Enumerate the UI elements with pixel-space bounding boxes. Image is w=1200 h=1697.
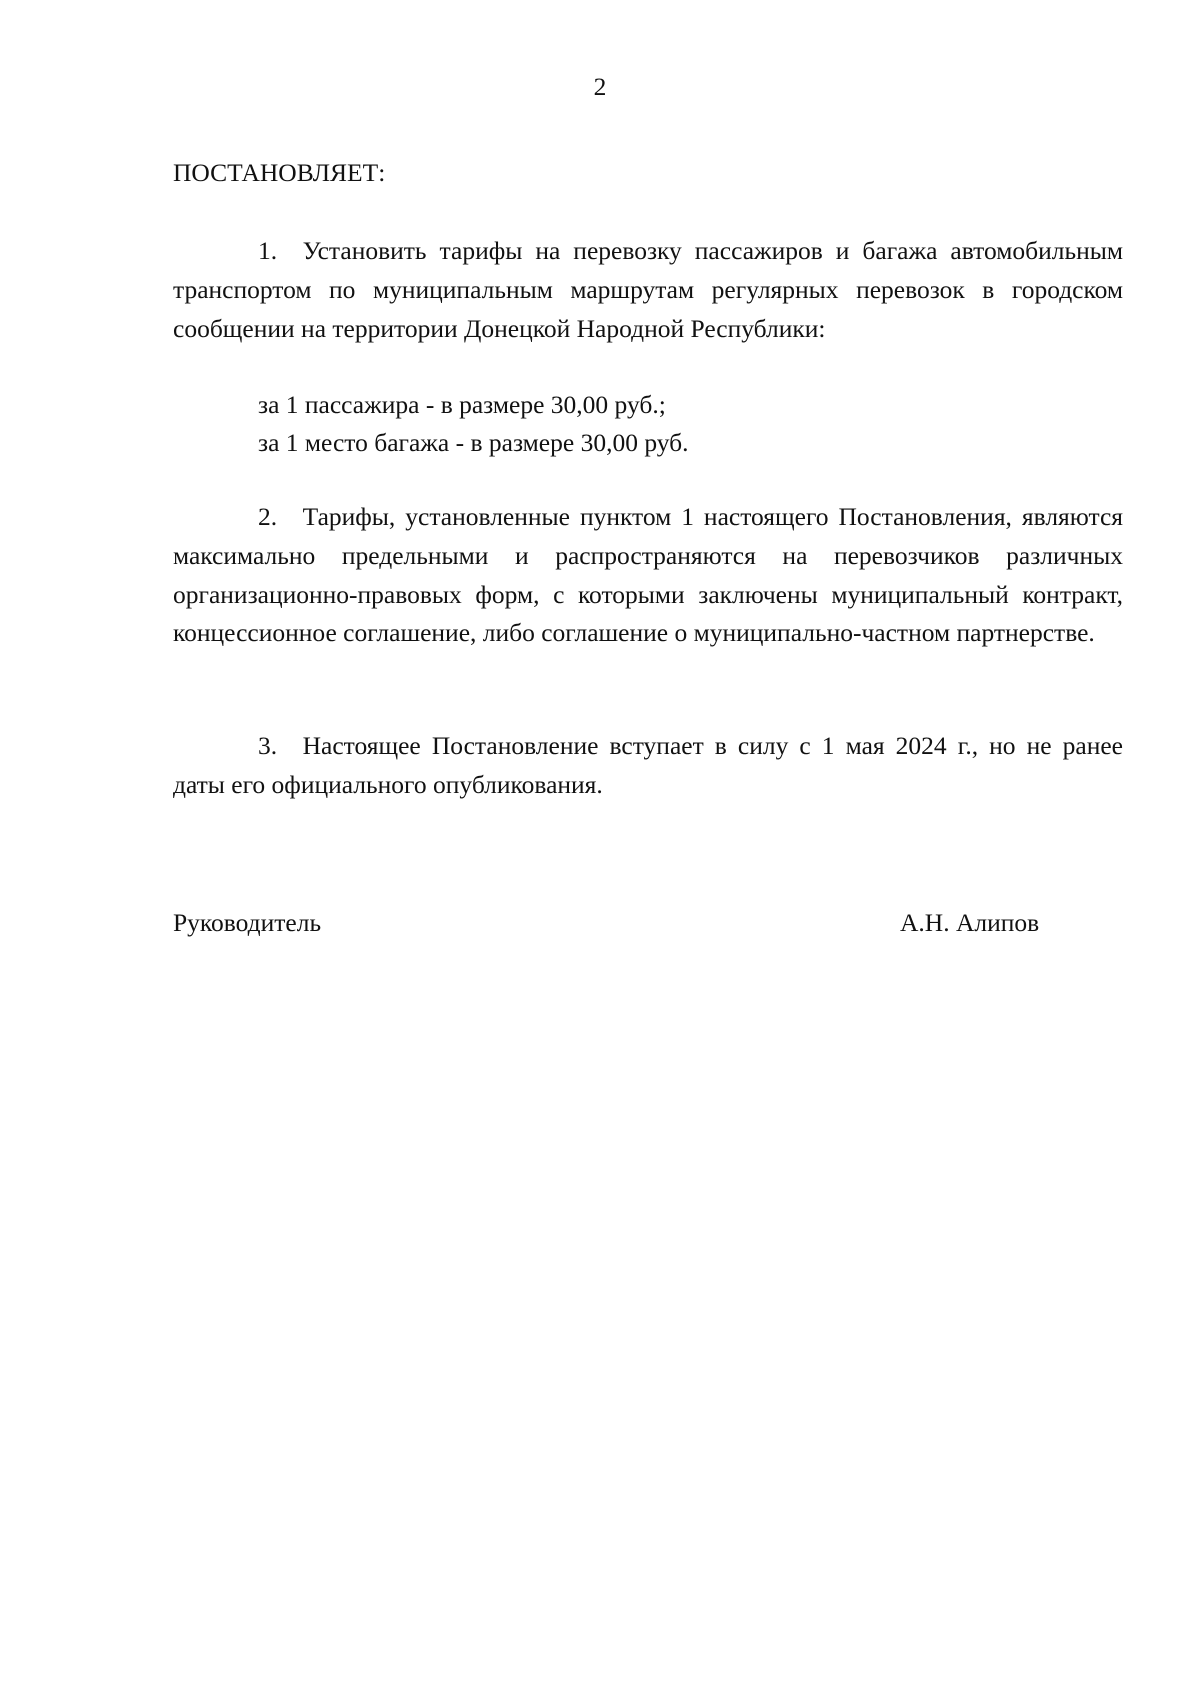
clause-1-item-baggage: за 1 место багажа - в размере 30,00 руб.: [258, 428, 689, 457]
signature-name: А.Н. Алипов: [900, 908, 1040, 937]
clause-1-item-passenger: за 1 пассажира - в размере 30,00 руб.;: [258, 390, 666, 419]
clause-1-text: 1. Установить тарифы на перевозку пассажиров и багажа автомобильным транспортом по муниципальным маршрутам регулярных перевозок в городском сообщении на территории Донецкой Народной Республики:: [173, 236, 1123, 343]
signature-role: Руководитель: [173, 908, 322, 937]
page-number: 2: [593, 72, 607, 101]
clause-2-text: 2. Тарифы, установленные пунктом 1 настоящего Постановления, являются максимально предельными и распространяются на перевозчиков различных организационно-правовых форм, с которыми заключены муниципальный контракт, концессионное соглашение, либо соглашение о муниципально-частном партнерстве.: [173, 502, 1123, 648]
clause-3-text: 3. Настоящее Постановление вступает в силу с 1 мая 2024 г., но не ранее даты его официального опубликования.: [173, 731, 1123, 799]
decree-heading: ПОСТАНОВЛЯЕТ:: [173, 158, 386, 187]
